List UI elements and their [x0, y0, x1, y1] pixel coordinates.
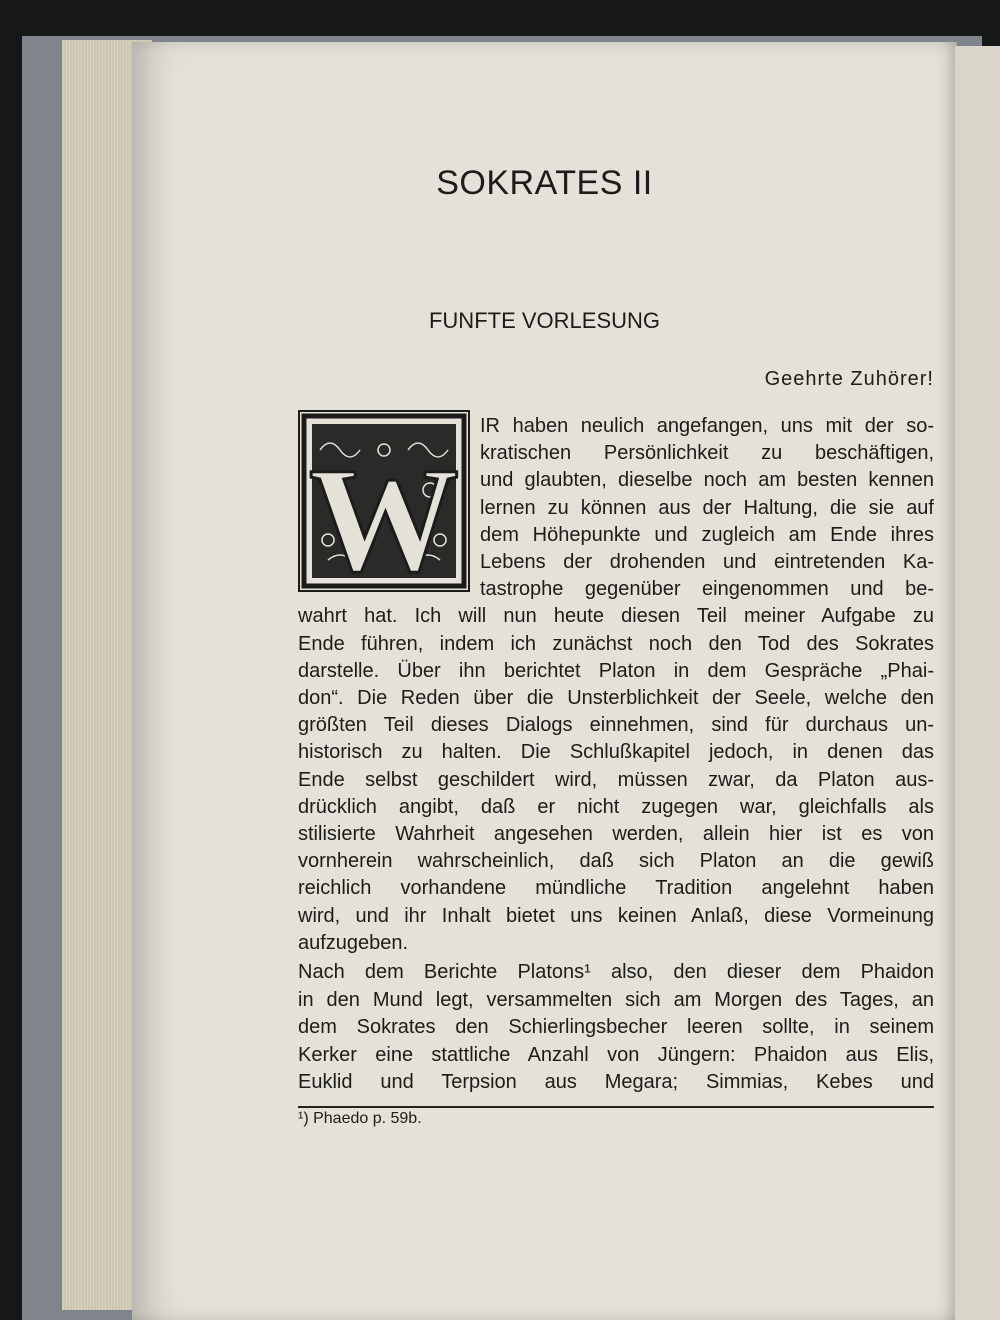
text-line: wahrt hat. Ich will nun heute diesen Teil meiner Aufgabe zu — [298, 605, 934, 628]
lecture-title: FUNFTE VORLESUNG — [428, 308, 661, 333]
text-line: drücklich angibt, daß er nicht zugegen war, gleichfalls als — [298, 795, 934, 818]
text-line: darstelle. Über ihn berichtet Platon in dem Gespräche „Phai- — [298, 659, 934, 682]
text-line: Ende führen, indem ich zunächst noch den Tod des Sokrates — [298, 632, 934, 655]
text-line: IR haben neulich angefangen, uns mit der so- — [480, 415, 934, 437]
text-line: dem Sokrates den Schierlingsbecher leeren sollte, in seinem — [298, 1016, 934, 1038]
text-line: Kerker eine stattliche Anzahl von Jüngern: Phaidon aus Elis, — [298, 1043, 934, 1066]
footnote: ¹) Phaedo p. 59b. — [298, 1110, 422, 1127]
chapter-title: SOKRATES II — [436, 164, 653, 202]
text-line: Euklid und Terpsion aus Megara; Simmias, Kebes und — [298, 1071, 934, 1093]
text-line: stilisierte Wahrheit angesehen werden, allein hier ist es von — [298, 823, 934, 845]
text-line: tastrophe gegenüber eingenommen und be- — [480, 578, 934, 601]
text-line: historisch zu halten. Die Schlußkapitel jedoch, in denen das — [298, 741, 934, 764]
text-line: kratischen Persönlichkeit zu beschäftigen, — [480, 442, 934, 465]
salutation: Geehrte Zuhörer! — [764, 368, 934, 390]
next-page-edge — [955, 46, 1000, 1320]
text-line: vornherein wahrscheinlich, daß sich Platon an die gewiß — [298, 850, 934, 873]
footnote-rule — [298, 1106, 934, 1108]
text-line: und glaubten, dieselbe noch am besten kennen — [480, 469, 934, 492]
text-line: in den Mund legt, versammelten sich am Morgen des Tages, an — [298, 988, 934, 1011]
text-line: Nach dem Berichte Platons¹ also, den dieser dem Phaidon — [298, 961, 934, 983]
text-line: wird, und ihr Inhalt bietet uns keinen Anlaß, diese Vormeinung — [298, 904, 934, 927]
text-line: lernen zu können aus der Haltung, die sie auf — [480, 496, 934, 519]
text-line: Lebens der drohenden und eintretenden Ka- — [480, 551, 934, 573]
drop-cap-w — [298, 410, 470, 592]
text-line: größten Teil dieses Dialogs einnehmen, sind für durchaus un- — [298, 714, 934, 737]
text-line: aufzugeben. — [298, 931, 409, 954]
text-line: Ende selbst geschildert wird, müssen zwar, da Platon aus- — [298, 768, 934, 791]
text-line: don“. Die Reden über die Unsterblichkeit der Seele, welche den — [298, 687, 934, 709]
text-line: reichlich vorhandene mündliche Tradition angelehnt haben — [298, 877, 934, 900]
drop-cap-letter: W — [309, 437, 459, 592]
text-line: dem Höhepunkte und zugleich am Ende ihres — [480, 523, 934, 546]
